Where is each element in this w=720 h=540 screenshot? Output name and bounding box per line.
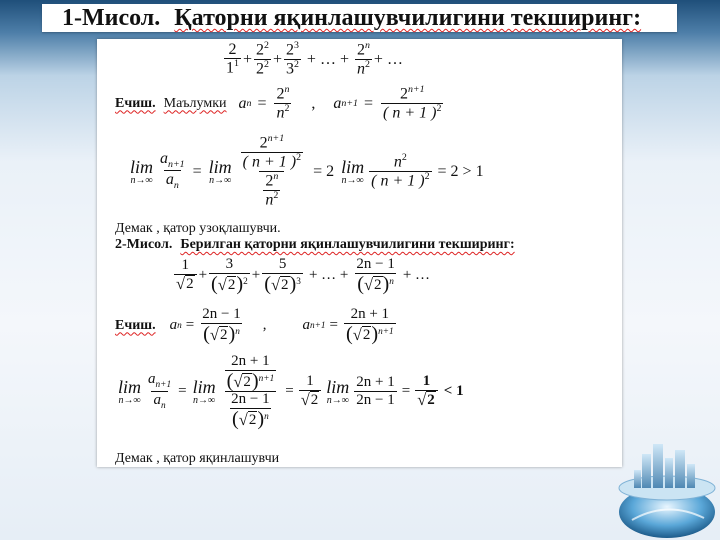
example2-series: 1 √ 2 + 3 ( √ 2 )$^2$ + 5 ( √ 2 )$^3$ + … + 2n − 1 ( √ 2 )$^n$ + …: [176, 256, 431, 295]
solution-label: Ечиш.: [115, 95, 156, 111]
example1-given: Ечиш. Маълумки a n = $\frac{2^n}{n^2}$ , a n+1 = $\frac{2^{n+1}}{( n + 1 )^2}$: [115, 84, 442, 122]
example2-title: 2-Мисол. Берилган қаторни яқинлашувчилигини текширинг:: [115, 237, 515, 252]
title-label: 1-Мисол.: [62, 5, 161, 31]
example2-solution: Ечиш. a n = 2n − 1 ( √ 2 )$^n$ , a n+1 = 2n + 1 ( √ 2 )$^{n+1}$: [115, 306, 394, 345]
title-bar: [42, 4, 677, 32]
example1-series: 2 $1^1$ + $\frac{2^2}{2^2}$ + $\frac{2^3}{3^2}$ + … + $\frac{2^n}{n^2}$ + …: [226, 40, 403, 78]
series1-term-n: $\frac{2^n}{n^2}$: [356, 40, 370, 78]
example2-limit: lim n→∞ $\frac{a_{n+1}}{a_n}$ = lim n→∞ 2n + 1 ( √ 2 )$^{n+1}$ 2n − 1 ( √ 2 )$^n$ = 1 √ 2 lim n→∞ $\frac{2n + 1}{2n - 1}$ = 1 √ 2 < 1: [118, 353, 464, 430]
series1-term-1: 2 $1^1$: [226, 40, 239, 77]
given-label: Маълумки: [163, 95, 227, 111]
series1-term-2: $\frac{2^2}{2^2}$: [255, 40, 269, 78]
title-text: Қаторни яқинлашувчилигини текширинг:: [174, 5, 642, 31]
example1-limit: lim n→∞ $\frac{a_{n+1}}{a_n}$ = lim n→∞ $\frac{\frac{2^{n+1}}{( n + 1 )^2}}{\frac{2^n}{n^2}}$ = 2 lim n→∞ $\frac{n^2}{( n + 1 )^2}$ = 2 > 1: [130, 133, 484, 209]
globe-city-illustration: [612, 430, 720, 540]
slide-title: [62, 4, 641, 32]
example2-conclusion: Демак , қатор яқинлашувчи: [115, 451, 280, 466]
series1-term-3: $\frac{2^3}{3^2}$: [285, 40, 299, 78]
content-sheet: [97, 39, 622, 467]
example1-conclusion: Демак , қатор узоқлашувчи.: [115, 221, 281, 236]
